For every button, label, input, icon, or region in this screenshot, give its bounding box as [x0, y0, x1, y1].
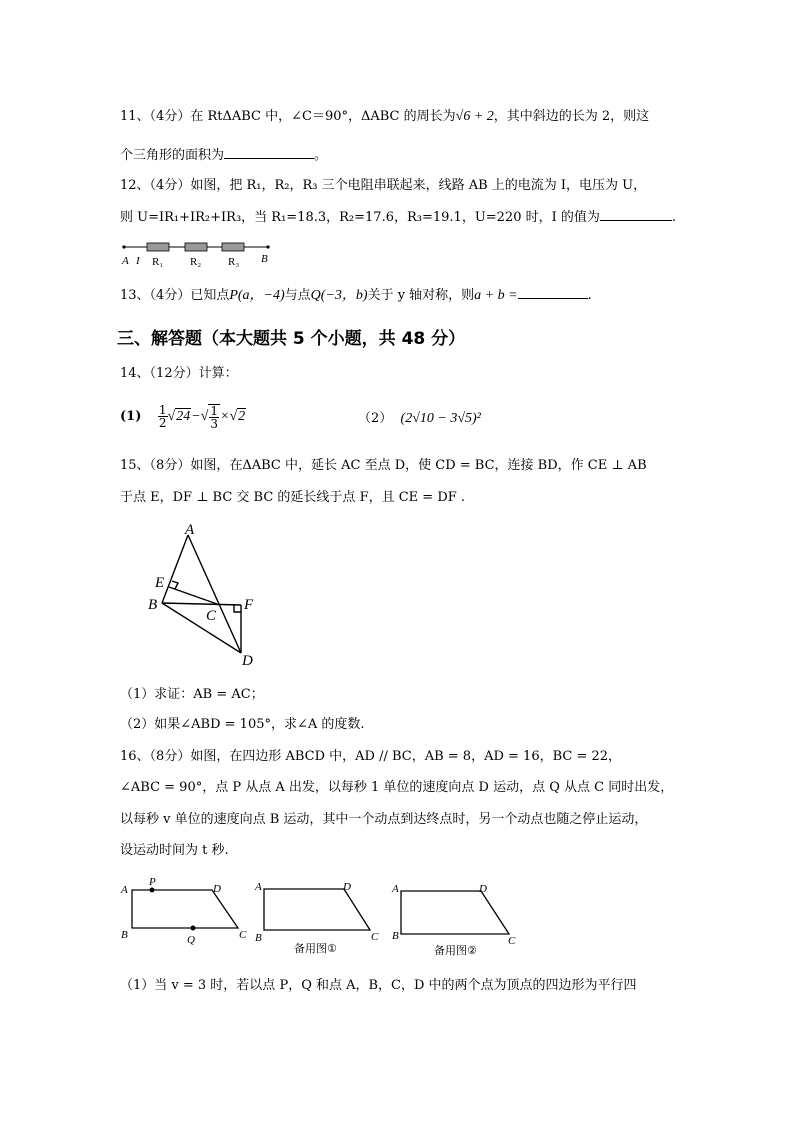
triangle-figure [145, 522, 270, 670]
point-p [150, 888, 155, 893]
q11-end: 。 [314, 148, 328, 163]
q14-p2-label: （2） [358, 411, 393, 426]
trapezoid-figure-3 [390, 878, 525, 963]
q14-part2 [358, 410, 481, 428]
q14-title: 14、（12分）计算： [120, 366, 238, 381]
q13-point-p: P(a，−4) [229, 288, 285, 303]
trapezoid-1-shape [132, 890, 238, 928]
fig1-a: A [121, 884, 128, 896]
fig3-c: C [508, 935, 516, 947]
fig2-b: B [255, 932, 262, 944]
node-a [122, 245, 125, 248]
q15-line1: 15、（8分）如图，在ΔABC 中，延长 AC 至点 D，使 CD = BC，连接 BD，作 CE ⊥ AB [120, 458, 647, 473]
q12-answer-blank[interactable] [600, 207, 672, 221]
vertex-f: F [244, 597, 254, 613]
q13-point-q: Q(−3，b) [310, 288, 368, 303]
q13-prefix: 13、（4分）已知点 [120, 288, 230, 303]
fig3-a: A [392, 883, 399, 895]
q12-end: . [671, 210, 677, 225]
fig3-caption: 备用图② [434, 944, 477, 957]
segment-ec [169, 587, 217, 604]
q14-sqrt24: 24 [176, 409, 191, 424]
right-angle-f [234, 605, 241, 612]
fig2-d: D [343, 881, 351, 893]
fig3-d: D [479, 883, 487, 895]
q16-line3: 以每秒 v 单位的速度向点 B 运动，其中一个动点到达终点时，另一个动点也随之停止运动， [120, 812, 648, 827]
q14-times: × [220, 409, 230, 424]
fig1-q: Q [187, 934, 195, 946]
point-q [191, 926, 196, 931]
q12-line2-text: 则 U=IR₁+IR₂+IR₃，当 R₁=18.3，R₂=17.6，R₃=19.1，U=220 时，I 的值为 [120, 210, 600, 225]
q14-half-fraction: $\frac{1}{2}$ [158, 403, 167, 430]
vertex-a: A [185, 522, 195, 538]
circuit-label-a: A [122, 255, 129, 267]
vertex-b: B [148, 597, 158, 613]
fig1-c: C [239, 929, 247, 941]
q13-line [120, 285, 592, 305]
circuit-label-b: B [261, 253, 268, 265]
q11-line2-text: 个三角形的面积为 [120, 148, 225, 163]
segment-bf [162, 603, 241, 605]
q13-answer-blank[interactable] [518, 285, 588, 299]
circuit-label-r2: R₂ [190, 256, 202, 268]
fig1-d: D [213, 883, 221, 895]
trapezoid-3-shape [401, 891, 509, 934]
q16-sub1: （1）当 v = 3 时，若以点 P，Q 和点 A，B，C，D 中的两个点为顶点的四边形为平行四 [120, 978, 637, 993]
q15-sub2: （2）如果∠ABD = 105°，求∠A 的度数. [120, 717, 365, 732]
q13-suffix: 关于 y 轴对称，则 [367, 288, 475, 303]
q12-line1: 12、（4分）如图，把 R₁，R₂，R₃ 三个电阻串联起来，线路 AB 上的电流为 I，电压为 U， [120, 178, 647, 193]
fig1-b: B [121, 929, 128, 941]
circuit-label-r1: R₁ [152, 256, 164, 268]
q14-p1-label: (1) [120, 409, 142, 424]
q11-perimeter: √6 + 2 [455, 109, 494, 124]
q15-line2: 于点 E，DF ⊥ BC 交 BC 的延长线于点 F，且 CE = DF . [120, 490, 466, 505]
q13-mid: 与点 [284, 288, 311, 303]
q14-minus: − [191, 409, 201, 424]
section-title: 三、解答题（本大题共 5 个小题，共 48 分） [117, 329, 466, 349]
fig2-c: C [371, 931, 379, 943]
q12-line2 [120, 207, 676, 227]
circuit-label-r3: R₃ [228, 256, 240, 268]
trapezoid-figure-2 [252, 876, 387, 961]
q13-end: . [587, 288, 592, 303]
q11-line1 [120, 108, 649, 126]
vertex-d: D [242, 653, 253, 669]
circuit-diagram [118, 238, 278, 268]
node-b [266, 245, 269, 248]
trapezoid-2-shape [264, 889, 370, 930]
q14-sqrt-third: $\frac{1}{3}$ [210, 403, 218, 431]
q15-sub1: （1）求证：AB = AC； [120, 687, 264, 702]
q16-line2: ∠ABC = 90°，点 P 从点 A 出发，以每秒 1 单位的速度向点 D 运动，点 Q 从点 C 同时出发， [120, 780, 674, 795]
resistor-r2 [185, 243, 207, 251]
q11-answer-blank[interactable] [224, 145, 314, 159]
q14-p2-expr: (2√10 − 3√5)² [400, 411, 481, 426]
fig2-caption: 备用图① [294, 942, 337, 955]
circuit-label-i: I [136, 255, 140, 267]
resistor-r1 [147, 243, 169, 251]
q16-line4: 设运动时间为 t 秒. [120, 843, 229, 858]
fig2-a: A [255, 881, 262, 893]
vertex-e: E [155, 575, 165, 591]
vertex-c: C [206, 608, 217, 624]
q16-line1: 16、（8分）如图，在四边形 ABCD 中，AD // BC，AB = 8，AD = 16，BC = 22， [120, 749, 622, 764]
q13-expr: a + b = [474, 288, 518, 303]
q14-sqrt2: 2 [238, 409, 246, 424]
q11-line2 [120, 145, 327, 165]
q11-prefix: 11、（4分）在 RtΔABC 中，∠C＝90°，ΔABC 的周长为 [120, 109, 456, 124]
resistor-r3 [222, 243, 244, 251]
trapezoid-figure-1 [118, 876, 250, 946]
q11-suffix: ，其中斜边的长为 2，则这 [493, 109, 650, 124]
q14-part1: (1) $\frac{1}{2}$ √24−√ $\frac{1}{3}$ ×√2 [120, 403, 246, 431]
fig3-b: B [392, 930, 399, 942]
fig1-p: P [149, 876, 156, 888]
segment-ad [188, 535, 241, 653]
